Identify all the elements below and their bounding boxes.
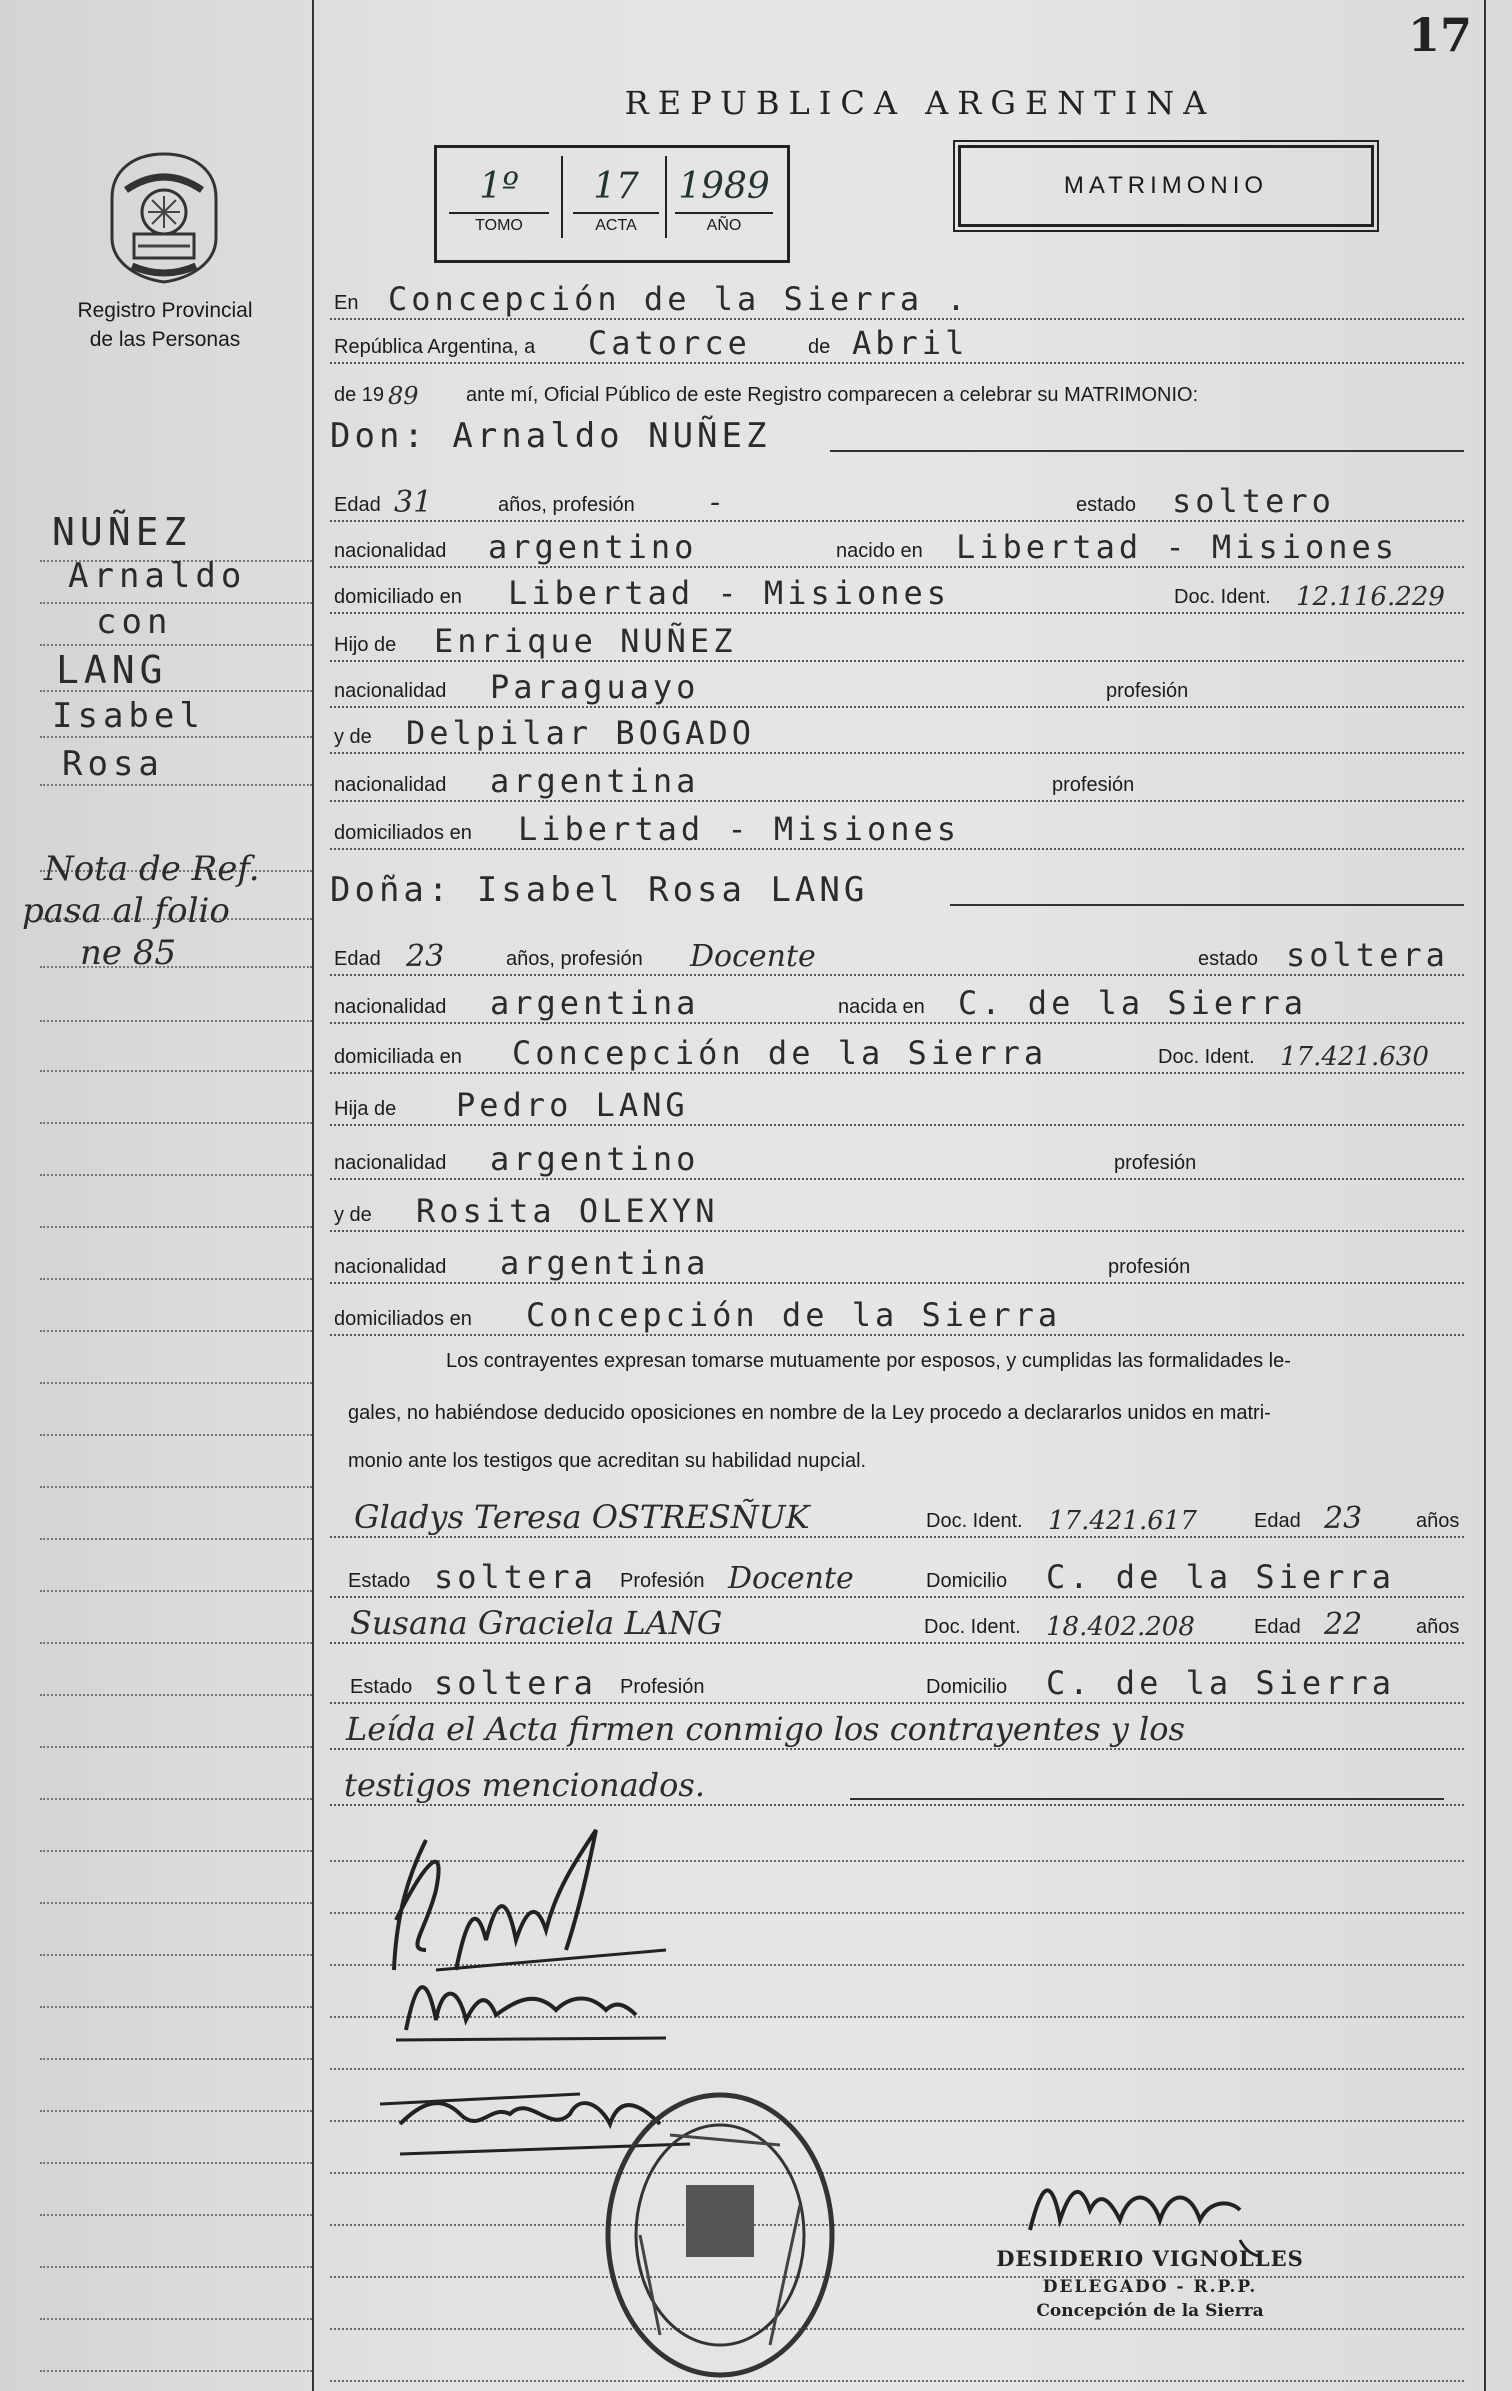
groom-doc: 12.116.229 [1296,582,1445,612]
margin-reference-note-1: Nota de Ref. [44,849,260,889]
month-value: Abril [852,324,969,362]
margin-given-name: Arnaldo [68,556,247,596]
witness-1-detail-row: Estado soltera Profesión Docente Domicilio C. de la Sierra [330,1554,1464,1598]
witness-2-age: 22 [1324,1607,1363,1642]
provincial-seal-icon [104,150,224,285]
closing-row-1 [330,1706,1464,1750]
margin-reference-note-3: ne 85 [80,933,177,973]
bride-name-row [330,868,1464,912]
margin-connector: con [96,602,173,642]
witness-1-name: Gladys Teresa OSTRESÑUK [354,1498,810,1536]
bride-parents-domicile-row: domiciliados en Concepción de la Sierra [330,1292,1464,1336]
act-type-box: MATRIMONIO [958,145,1374,227]
bride-father-nationality-row: nacionalidad argentino profesión [330,1136,1464,1180]
groom-nationality: argentino [488,528,698,566]
groom-mother-nationality-row: nacionalidad argentina profesión [330,758,1464,802]
witness-1-doc: 17.421.617 [1048,1506,1197,1536]
declaration-line-2: gales, no habiéndose deducido oposiciones en nombre de la Ley procedo a declararlos unidos en matri- [348,1402,1271,1424]
place-value: Concepción de la Sierra . [388,280,970,318]
declaration-line-3: monio ante los testigos que acreditan su habilidad nupcial. [348,1450,867,1472]
witness-1-status: soltera [434,1558,597,1596]
bride-nationality-row: nacionalidad argentina nacida en C. de la Sierra [330,980,1464,1024]
bride-marital: soltera [1286,936,1449,974]
groom-father-nationality-row: nacionalidad Paraguayo profesión [330,664,1464,708]
bride-mother: Rosita OLEXYN [416,1192,719,1230]
margin-given-name-2: Isabel [52,696,205,736]
groom-mother: Delpilar BOGADO [406,714,755,752]
margin-reference-note-2: pasa al folio [22,891,230,931]
groom-domicile-row: domiciliado en Libertad - Misiones Doc. Ident. 12.116.229 [330,570,1464,614]
bride-mother-nationality-row: nacionalidad argentina profesión [330,1240,1464,1284]
box-divider [561,156,563,238]
bride-profession: Docente [690,939,816,974]
witness-2-domicile: C. de la Sierra [1046,1664,1395,1702]
margin-given-name-3: Rosa [62,744,164,784]
bride-birthplace: C. de la Sierra [958,984,1307,1022]
groom-parents-domicile-row: domiciliados en Libertad - Misiones [330,806,1464,850]
registry-name: Registro Provincial de las Personas [77,299,253,351]
witness-2-row: Susana Graciela LANG Doc. Ident. 18.402.208 Edad 22 años [330,1600,1464,1644]
witness-2-doc: 18.402.208 [1046,1612,1195,1642]
tomo-acta-anio-box [434,145,790,263]
groom-mother-row: y de Delpilar BOGADO [330,710,1464,754]
groom-age: 31 [394,485,433,520]
margin-surname-2: LANG [56,648,168,692]
witness-2-status: soltera [434,1664,597,1702]
groom-name: Don: Arnaldo NUÑEZ [330,416,771,456]
official-role: DELEGADO - R.P.P. [1042,2277,1258,2297]
groom-nationality-row: nacionalidad argentino nacido en Libertad - Misiones [330,524,1464,568]
groom-father: Enrique NUÑEZ [434,622,737,660]
bride-father-row: Hija de Pedro LANG [330,1082,1464,1126]
declaration-line-1: Los contrayentes expresan tomarse mutuamente por esposos, y cumplidas las formalidades le- [446,1350,1291,1372]
bride-nationality: argentina [490,984,700,1022]
closing-line-2: testigos mencionados. [344,1766,705,1804]
bride-domicile: Concepción de la Sierra [512,1034,1048,1072]
official-name: DESIDERIO VIGNOLLES [996,2246,1304,2271]
groom-birthplace: Libertad - Misiones [956,528,1399,566]
groom-mother-nationality: argentina [490,762,700,800]
witness-1-profession: Docente [728,1561,854,1596]
groom-parents-domicile: Libertad - Misiones [518,810,961,848]
groom-name-row [330,414,1464,458]
intro-row: de 19 89 ante mí, Oficial Público de este Registro comparecen a celebrar su MATRIMONIO: [334,382,1199,410]
witness-1-domicile: C. de la Sierra [1046,1558,1395,1596]
day-value: Catorce [588,324,751,362]
bride-father-nationality: argentino [490,1140,700,1178]
right-margin-rule [1484,0,1486,2391]
box-divider [665,156,667,238]
groom-profession: - [710,485,721,520]
official-stamp [990,2246,1310,2321]
left-margin-rule [312,0,314,2391]
witness-1-row: Gladys Teresa OSTRESÑUK Doc. Ident. 17.421.617 Edad 23 años [330,1494,1464,1538]
witness-2-detail-row: Estado soltera Profesión Domicilio C. de la Sierra [330,1660,1464,1704]
groom-age-row: Edad 31 años, profesión - estado soltero [330,478,1464,522]
bride-domicile-row: domiciliada en Concepción de la Sierra Doc. Ident. 17.421.630 [330,1030,1464,1074]
page-number: 17 [1407,8,1472,62]
groom-father-row: Hijo de Enrique NUÑEZ [330,618,1464,662]
place-row: En Concepción de la Sierra . [330,276,1464,320]
date-row: República Argentina, a Catorce de Abril [330,320,1464,364]
official-place: Concepción de la Sierra [1036,2301,1264,2321]
country-heading: REPUBLICA ARGENTINA [624,84,1216,122]
groom-domicile: Libertad - Misiones [508,574,951,612]
witness-1-age: 23 [1324,1501,1363,1536]
tomo-field: 1º TOMO [449,166,549,226]
groom-father-nationality: Paraguayo [490,668,700,706]
bride-doc: 17.421.630 [1280,1042,1429,1072]
bride-parents-domicile: Concepción de la Sierra [526,1296,1062,1334]
bride-mother-row: y de Rosita OLEXYN [330,1188,1464,1232]
witness-2-name: Susana Graciela LANG [350,1604,723,1642]
closing-line-1: Leída el Acta firmen conmigo los contrayentes y los [346,1710,1185,1748]
bride-father: Pedro LANG [456,1086,689,1124]
bride-mother-nationality: argentina [500,1244,710,1282]
groom-marital: soltero [1172,482,1335,520]
acta-field: 17 ACTA [573,166,659,226]
anio-field: 1989 AÑO [675,166,773,226]
year-value: 89 [388,382,419,410]
bride-name: Doña: Isabel Rosa LANG [330,870,869,910]
bride-age: 23 [406,939,445,974]
margin-surname: NUÑEZ [52,510,192,554]
bride-signature [386,1960,686,2050]
registry-seal-icon [600,2085,840,2385]
bride-age-row: Edad 23 años, profesión Docente estado soltera [330,932,1464,976]
